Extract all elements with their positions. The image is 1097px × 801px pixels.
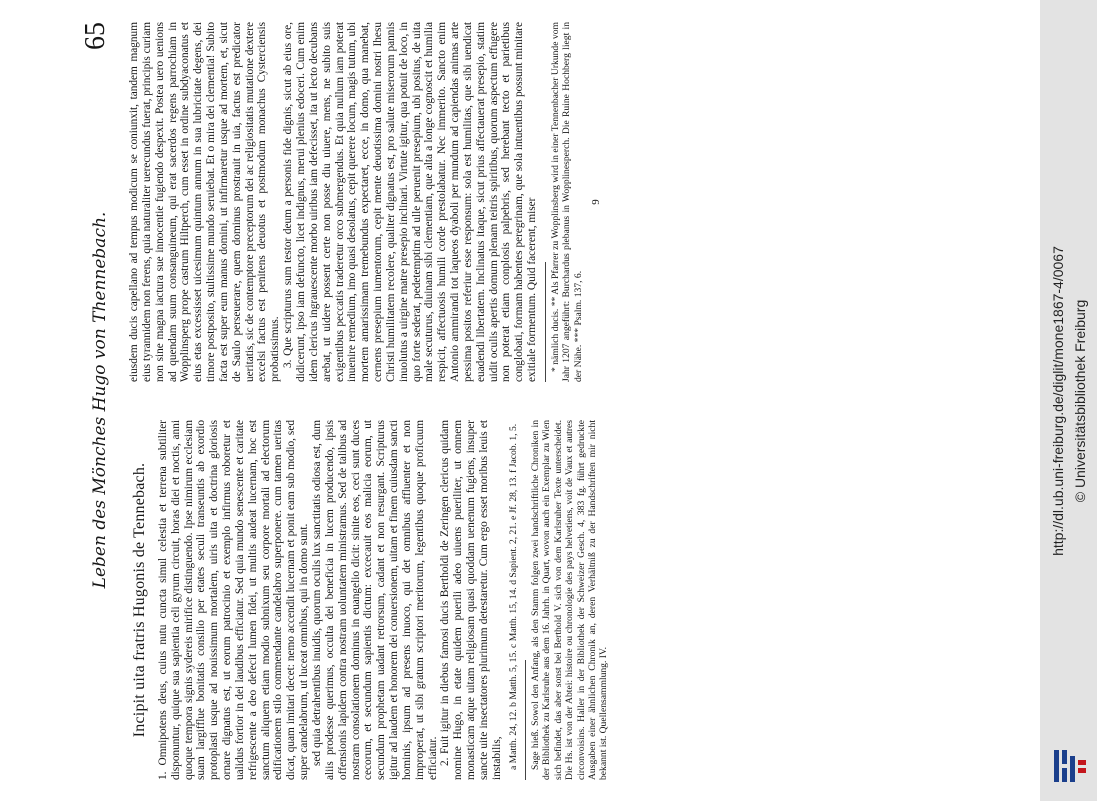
page-number: 65 [80,22,111,50]
paragraph: 3. Que scripturus sum testor deum a personis fide dignis, sicut ab eius ore, didicerunt, ipso iam defuncto, licet indignus, merui plenius edoceri. Cum enim idem clericus ingrauescente morbo uiribus iam defecisset, ita ut lecto decubans arebat, ut uidere possent certe non posse diu uiuere, mens, ne subito suis exigentibus peccatis traderetur orco submergendus. Et quia nullum iam poterat inuenire remedium, imo quasi desolatus, cepit querere locum, magis tutum, ubi mortem amarissimam tremebundus expectaret, ecce, in domo, qua manebat, cernens presepium iumentorum, cepit mente deuotissima domini nostri Ihesu Christi humilitatem recolere, qualiter dignatus est, pro salute miserorum pannis inuolutus a uirgine matre presepio inclinari. Virtute igitur, qua potuit de loco, in quo forte sederat, pedetemptim ad ulle peruenit presepium, ubi positus, de uita male secuturus, diuinam sibi clementiam, que alta a longe cognoscit et humilia respicit, affectuosis humili corde prestolabatur. Nec immerito. Sancto enim Antonio ammirandi tot laqueos dyaboli per mundum ad capiendas animas arte pessima positos referiur esse responsum: sola est humilitas, que sibi uendicat euadendi libertatem. Inclinatus itaque, sicut prius affectauerat presepio, statim uidit oculis apertis domum plenam teitris spiritibus, quorum aspectum effugere non poterat etiam conplosis palpebris, sed herebant tecto et parietibus conglobati, formam habentes peregrinam, que sola intuentibus possunt minitare exitiale formentum. Quid facerent, miser [282,22,539,382]
footnote-rule [545,262,546,382]
footnotes [550,22,584,382]
right-column [128,22,998,382]
scanned-page [80,20,1020,780]
permalink-url[interactable]: http://dl.ub.uni-freiburg.de/diglit/mone1867-4/0067 [1049,245,1066,556]
footnote: Sage hieß. Sowol den Anfang, als den Stamm folgen zwei handschriftliche Chroniken in der Bibliothek zu Karlsruhe aus dem 16. Jahrh. in Quart, wovon auch ein Exemplar zu Wien sich befindet, das aber sonst bei Berthold V. sich von dem Karlsruher Texte unterscheidet. Die Hs. ist von der Abtei: histoire ou chronologie des pays helvetiens, voit de Vaux et autres circonvoisins. Haller in der Bibliothek der Schweizer Gesch. 4, 383 fg. führt gedruckte Ausgaben einer ähnlichen Chronik an, deren Verhältniß zu der Handschriften mir nicht bekannt ist. Quellensammlung. IV. [530,420,610,780]
footnotes [530,420,610,780]
footnote-rule [525,660,526,780]
signature-mark: 9 [590,199,603,205]
running-head-title: Leben des Mönches Hugo von Thennebach. [90,211,110,589]
footnote-refs: a Matth. 24, 12. b Matth. 5, 15. c Matth. 15, 14. d Sapient. 2, 21. e Jf. 28, 13. f Jacob. 1, 5. [507,423,519,770]
paragraph: sed quia detrahentibus inuidis, quorum oculis lux sanctitatis odiosa est, dum aliis prodesse querimus, occulta dei beneficia in lucem producendo, ipsis offensionis lapidem contra nostram uoluntatem ministramus. Sed de talibus ad nostram consolationem dominus in euangelio dicit: sinite eos, ceci sunt duces cecorum, et secundum sapientis dictum: excecauit eos malicia eorum, ut secundum prophetam uadant retrorsum, cadant et non resurgant. Scripturus igitur ad laudem et honorem dei conuersionem, uitam et finem cuiusdam sancti hominis, ipsum ad presens inuoco, qui det omnibus affluenter et non improperat, ut sibi gratum scriptori meritorum, legentibus quoque proficuum efficiatur. [310,420,439,780]
paragraph: eiusdem ducis capellano ad tempus modicum se coniunxit, tandem magnum eius tyrannidem non ferens, quia naturaliter uerecundus fuerat, principis curiam non sine magna iactura sue innocentie fugiendo despexit. Postea uero uenions ad quendam suum consanguineum, qui erat sacerdos regens parrochiam in Wopplinsperg prope castrum Hiltperch, cum esset in ordine subdyaconatus et eius etas excessisset uicesimum quintum annum in sua lubricitate degens, dei timore postposito, stultissime mundo seruiebat. Et o mira dei clementia! Subito facta est super eum manus domini, ut infirmaretur usque ad mortem, et, sicut de Saulo perseuerare, quem dominus prostrauit in uia, factus est predicator ueritatis, sic de contemptore preceptorum dei ac religiositatis mutatione dextere excelsi factus est penitens deuotus et postmodum monachus Cysterciensis probatissimus. [128,22,282,382]
running-head [80,20,120,780]
section-heading: Incipit uita fratris Hugonis de Tennebach. [131,462,148,738]
footnote: * nämlich ducis. ** Als Pfarrer zu Wopplinsberg wird in einer Tennenbacher Urkunde vom Jahr 1207 angeführt: Burchardus plebanus in Wopplinesperch. Die Ruine Hochberg liegt in der Nähe. *** Psalm. 137, 6. [550,22,584,382]
copyright-notice: © Universitätsbibliothek Freiburg [1071,299,1088,502]
footnote-refs-block [508,420,519,780]
paragraph: 1. Omnipotens deus, cuius nutu cuncta simul celestia et terrena subtiliter disponuntur, quique sua sapientia celi gyrum circuit, horas diei et noctis, anni quoque tempora signis sydereis mirifice distinguendo. Ipse nimirum ecclesiam suam largifflue bonitatis consilio per etates seculi transeuntis ab exordio protoplasti usque ad nouissimum mortalem, uiris uita et doctrina gloriosis ornare dignatus est, ut eorum patrocinio et exemplo infirmus roboretur et ualidus fortior in dei laudibus efficiatur. Sed quia mundo senescente et caritate refrigescente a deo defecit lumen fidei, ut multis audeat lucernam, hoc est sanctum aliquem etiam modio subnixum seu corpore mortali ad electorum edificationem stilo commendante candelabro superponere. cum tamen ueritas dicat, quam imitari decet: nemo accendit lucernam et ponit eam sub modio, sed super candelabrum, ut luceat omnibus, qui in domo sunt. [156,420,311,780]
viewer-sidebar [1040,0,1097,801]
paragraph: 2. Fuit igitur in diebus famosi ducis Bertholdi de Zeringen clericus quidam nomine Hugo, in etate quidem puerili adeo uiuens pueriliter, ut omnem monasticam atque uitam religiosam quasi quoddam uenenum fugiens, insuper sancte uite insectatores plurimum detestaretur. Cum ergo esset moribus leuis et instabilis, [439,420,503,780]
ub-freiburg-logo-icon [1052,748,1088,784]
sidebar-text [1047,21,1091,781]
left-column [128,420,998,780]
